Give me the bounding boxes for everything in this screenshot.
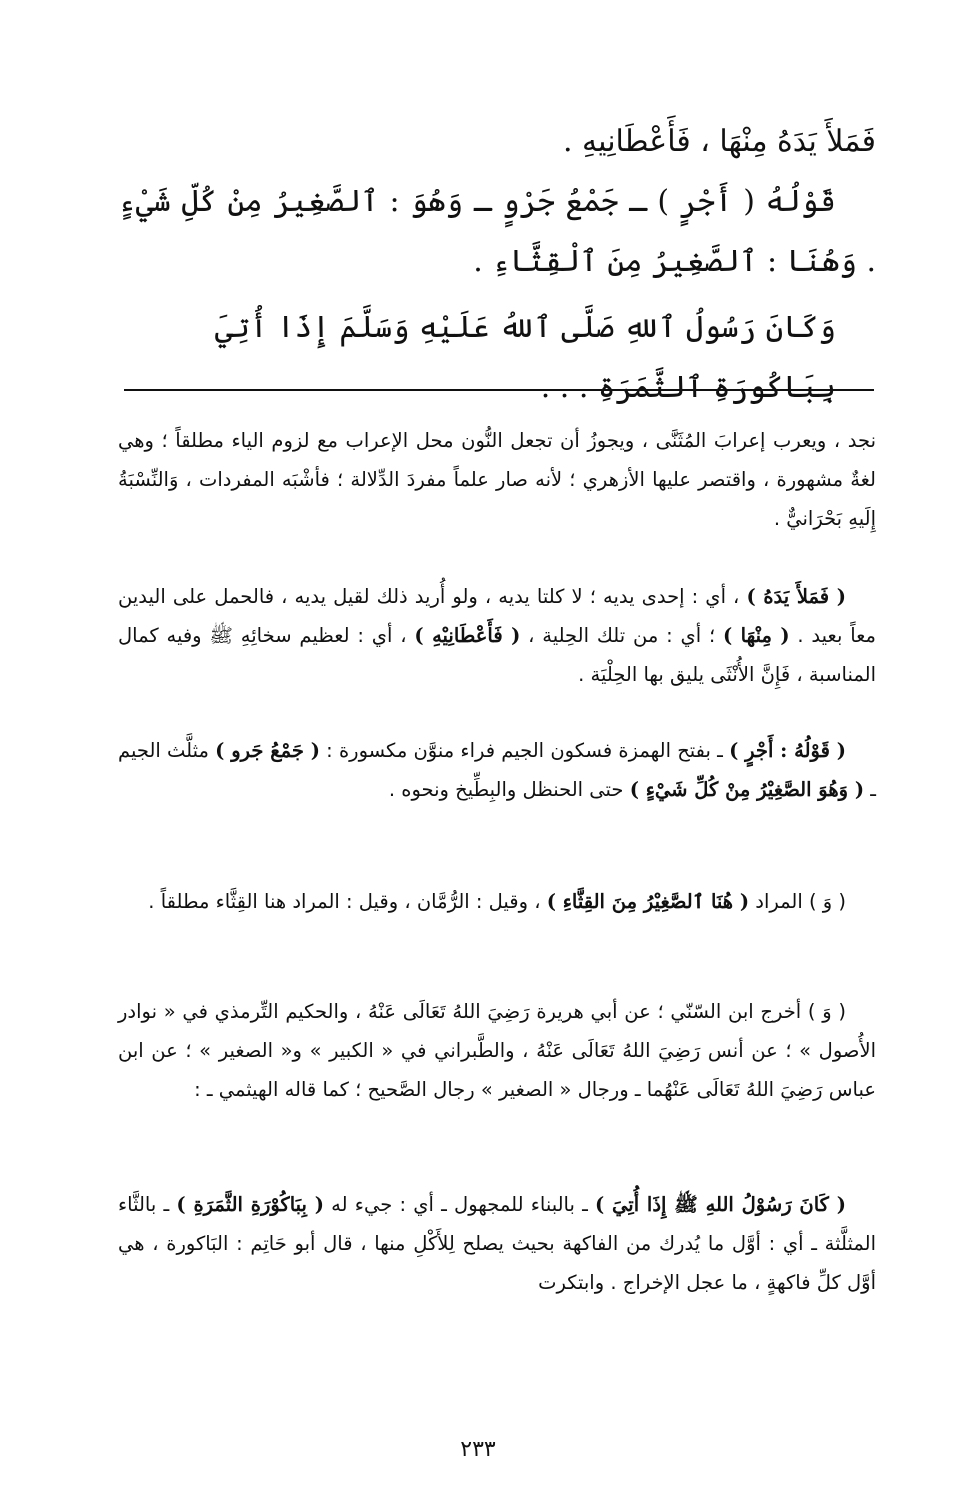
commentary-text: ـ بالثَّاء المثلَّثة ـ أي : أوَّل ما يُدرك من الفاكهة بحيث يصلح لِلأَكْلِ منها ، قال أبو حَاتِم : البَاكورة ، هي أوَّل كلِّ فاكهةٍ ، ما عجل الإخراج . وابتكرت	[118, 1193, 876, 1294]
quoted-phrase: ( هُنَا ٱلصَّغِيْرُ مِنَ القِثَّاءِ )	[546, 890, 750, 913]
footnote-divider	[124, 389, 874, 391]
commentary-text: نجد ، ويعرب إعرابَ المُثَنَّى ، ويجوزُ أن تجعل النُّون محل الإعراب مع لزوم الياء مطلقاً ؛ وهي لغةٌ مشهورة ، واقتصر عليها الأزهري ؛ لأنه صار علماً مفردَ الدِّلالة ؛ فأشْبَه المفردات ، وَالنِّسْبَةُ إِلَيهِ بَحْرَانيٌّ .	[118, 429, 876, 530]
commentary-text: حتى الحنظل والبِطِّيخ ونحوه .	[388, 778, 630, 801]
commentary-text: ـ بفتح الهمزة فسكون الجيم فراء منوَّن مكسورة :	[319, 739, 730, 762]
quoted-phrase: ( كَانَ رَسُوْلُ اللهِ ﷺ إِذَا أُتِيَ )	[595, 1193, 846, 1216]
commentary-paragraph	[118, 421, 876, 538]
commentary-paragraph	[118, 882, 876, 921]
main-text-line	[118, 112, 876, 172]
commentary-text: ، أي : إحدى يديه ؛ لا كلتا يديه ، ولو أُريد ذلك لقيل يديه ، فالحمل على اليدين معاً بعيد .	[118, 585, 876, 647]
commentary-paragraph	[118, 1185, 876, 1302]
quoted-phrase: ( جَمْعُ جَرو )	[215, 739, 320, 762]
main-text-paragraph	[118, 172, 876, 292]
commentary-text: مثلَّث الجيم ـ	[118, 739, 876, 801]
main-text-line	[118, 298, 876, 418]
commentary-paragraph	[118, 731, 876, 809]
commentary-text: ، أي : لعظيم سخائِهِ ﷺ وفيه كمال المناسبة ، فَإِنَّ الأُنْثَى يليق بها الحِلْيَة .	[118, 624, 876, 686]
main-text-sentence: فَمَلأَ يَدَهُ مِنْهَا ، فَأَعْطَانِيهِ .	[562, 124, 876, 159]
commentary-text: ؛ أي : من تلك الحِلية ،	[520, 624, 724, 647]
commentary-text: ـ بالبناء للمجهول ـ أي : جيء له	[323, 1193, 596, 1216]
quoted-phrase: ( بِبَاكُوْرَةِ الثَّمَرَةِ )	[176, 1193, 324, 1216]
quoted-phrase: ( وَهُوَ الصَّغِيْرُ مِنْ كُلِّ شَيْءٍ )	[629, 778, 865, 801]
commentary-text: ، وقيل : الرُّمَّان ، وقيل : المراد هنا القِثَّاء مطلقاً .	[148, 890, 547, 913]
quoted-phrase: ( فَمَلأَ يَدَهُ )	[746, 585, 846, 608]
commentary-text: ( وَ ) أخرج ابن السّنّي ؛ عن أبي هريرة رَضِيَ اللهُ تَعَالَى عَنْهُ ، والحكيم التِّرمذي في « نوادر الأُصول » ؛ عن أنس رَضِيَ اللهُ تَعَالَى عَنْهُ ، والطَّبراني في « الكبير » و« الصغير » ؛ عن ابن عباس رَضِيَ اللهُ تَعَالَى عَنْهُما ـ ورجال « الصغير » رجال الصَّحيح ؛ كما قاله الهيثمي ـ :	[118, 1000, 876, 1101]
main-text-sentence: وَكَانَ رَسُولُ ٱللهِ صَلَّى ٱللهُ عَلَيْهِ وَسَلَّمَ إِذَا أُتِيَ بِبَاكُورَةِ ٱلثَّمَرَةِ . . .	[214, 310, 836, 405]
quoted-phrase: ( مِنْهَا )	[723, 624, 790, 647]
quoted-phrase: ( قَوْلُهُ : أَجْرٍ )	[729, 739, 846, 762]
main-text-sentence: قَوْلُهُ ( أَجْرٍ ) ـ جَمْعُ جَرْوٍ ـ وَهُوَ : ٱلصَّغِيرُ مِنْ كُلِّ شَيْءٍ . وَهُنَا : ٱلصَّغِيرُ مِنَ ٱلْقِثَّاءِ .	[118, 184, 876, 279]
commentary-text: ( وَ ) المراد	[749, 890, 846, 913]
quoted-phrase: ( فَأَعْطَانِيْهِ )	[414, 624, 521, 647]
commentary-paragraph	[118, 992, 876, 1109]
page-number: ٢٣٣	[460, 1437, 496, 1462]
commentary-paragraph	[118, 577, 876, 694]
